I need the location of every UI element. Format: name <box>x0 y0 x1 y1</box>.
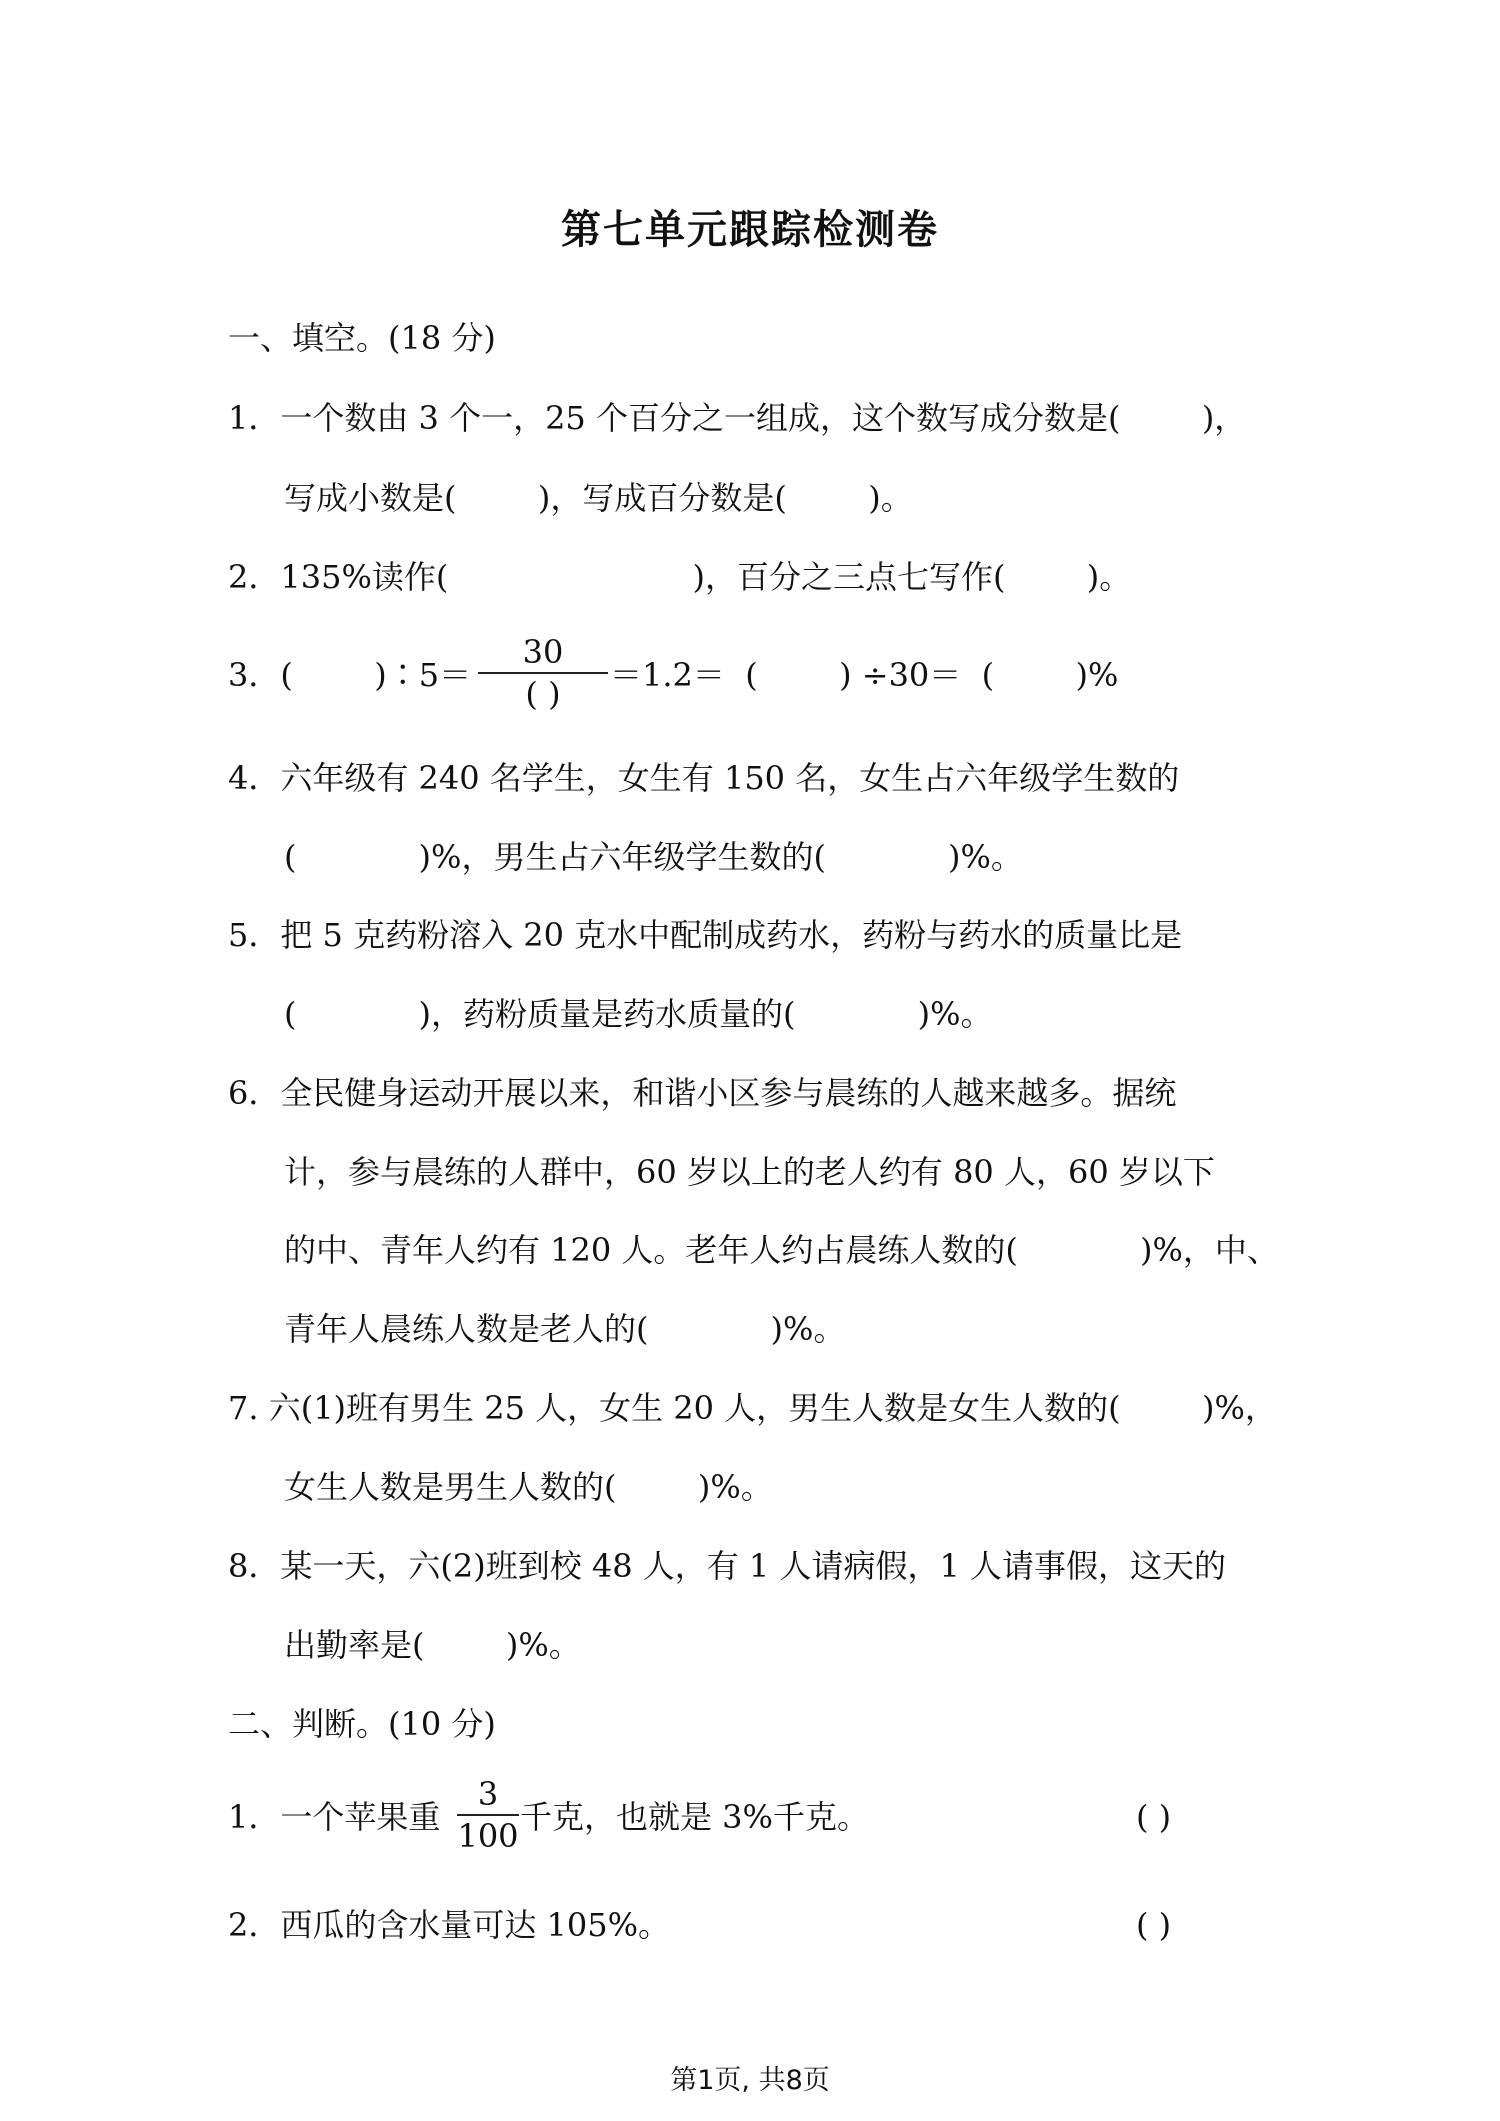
judge-2: 2．西瓜的含水量可达 105%。 <box>228 1906 671 1944</box>
question-6-line-1: 6．全民健身运动开展以来，和谐小区参与晨练的人越来越多。据统 <box>228 1074 1177 1112</box>
page-footer: 第1页, 共8页 <box>670 2065 830 2096</box>
fraction-numerator: 30 <box>522 633 564 671</box>
question-3-part-1: 3．( )∶5＝ <box>228 656 472 694</box>
page-title: 第七单元跟踪检测卷 <box>561 207 939 253</box>
judge-1-fraction <box>457 1776 519 1854</box>
question-5-line-2: ( )，药粉质量是药水质量的( )%。 <box>284 995 993 1033</box>
question-2: 2．135%读作( )，百分之三点七写作( )。 <box>228 558 1132 596</box>
judge-1-answer-bracket: ( ) <box>1136 1798 1172 1836</box>
question-5-line-1: 5．把 5 克药粉溶入 20 克水中配制成药水，药粉与药水的质量比是 <box>228 916 1183 954</box>
judge-1-part-1: 1．一个苹果重 <box>228 1798 441 1836</box>
question-1-line-2: 写成小数是( )，写成百分数是( )。 <box>284 479 913 517</box>
fraction-bar <box>478 672 608 674</box>
fraction-bar <box>457 1814 519 1816</box>
question-8-line-2: 出勤率是( )%。 <box>284 1626 581 1664</box>
fraction-denominator: 100 <box>457 1817 519 1855</box>
question-1-line-1: 1．一个数由 3 个一，25 个百分之一组成，这个数写成分数是( )， <box>228 399 1247 437</box>
question-3-fraction <box>478 634 608 712</box>
question-6-line-4: 青年人晨练人数是老人的( )%。 <box>284 1310 846 1348</box>
section-2-header: 二、判断。(10 分) <box>228 1705 496 1743</box>
judge-2-answer-bracket: ( ) <box>1136 1906 1172 1944</box>
question-3-part-2: ＝1.2＝ ( ) ÷30＝ ( )% <box>610 656 1119 694</box>
question-4-line-2: ( )%，男生占六年级学生数的( )%。 <box>284 838 1023 876</box>
fraction-denominator: ( ) <box>525 675 561 713</box>
section-1-header: 一、填空。(18 分) <box>228 319 496 357</box>
question-7-line-2: 女生人数是男生人数的( )%。 <box>284 1468 773 1506</box>
question-6-line-2: 计，参与晨练的人群中，60 岁以上的老人约有 80 人，60 岁以下 <box>284 1153 1215 1191</box>
question-7-line-1: 7. 六(1)班有男生 25 人，女生 20 人，男生人数是女生人数的( )%， <box>228 1389 1277 1427</box>
question-8-line-1: 8．某一天，六(2)班到校 48 人，有 1 人请病假，1 人请事假，这天的 <box>228 1547 1226 1585</box>
judge-1-part-2: 千克，也就是 3%千克。 <box>520 1798 869 1836</box>
fraction-numerator: 3 <box>477 1775 499 1813</box>
question-6-line-3: 的中、青年人约有 120 人。老年人约占晨练人数的( )%，中、 <box>284 1231 1279 1269</box>
question-4-line-1: 4．六年级有 240 名学生，女生有 150 名，女生占六年级学生数的 <box>228 759 1180 797</box>
